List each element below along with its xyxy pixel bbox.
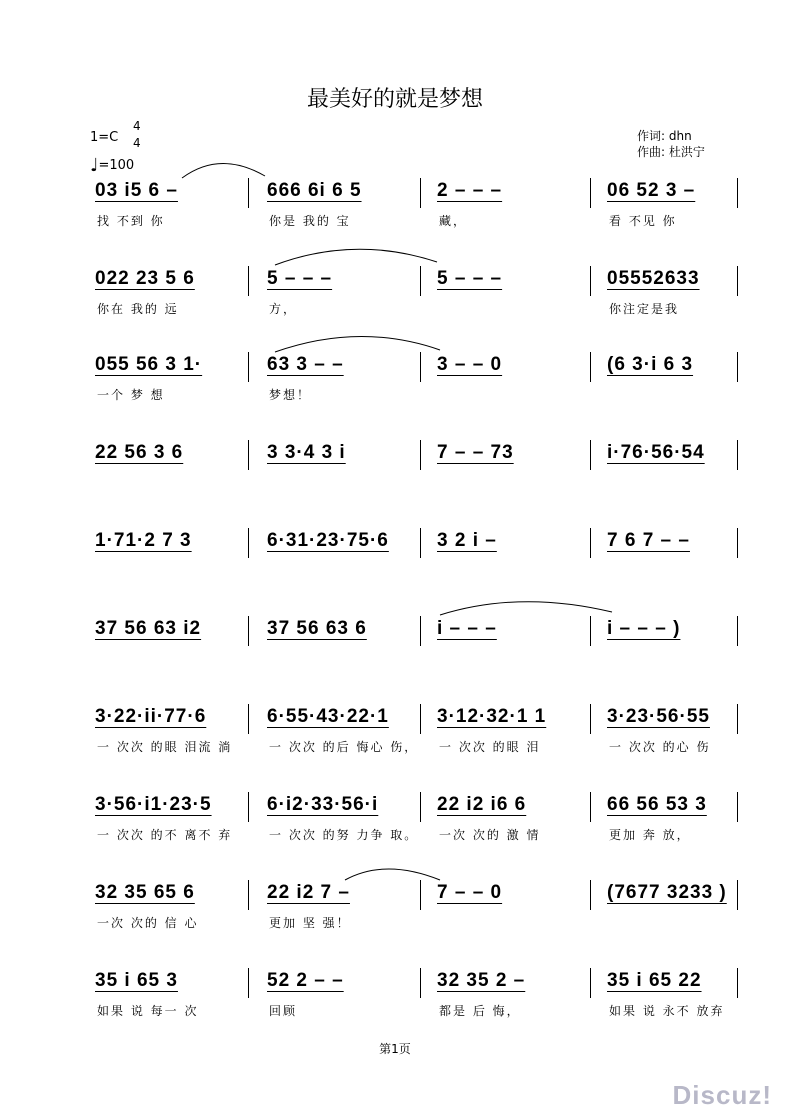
lyric-line: 如果 说 每一 次: [97, 1004, 199, 1018]
slur: [345, 869, 440, 880]
lyric-line: 一 次次 的眼 泪流 淌: [97, 740, 233, 754]
lyric-line: 回顾: [269, 1004, 298, 1018]
lyric-line: 如果 说 永不 放弃: [609, 1004, 725, 1018]
lyric-line: 一 次次 的努 力争 取。: [269, 828, 419, 842]
page-footer: 第1页: [379, 1042, 411, 1056]
discuz-watermark: Discuz!: [672, 1080, 772, 1110]
lyric-line: 你在 我的 远: [97, 302, 179, 316]
measure: 7 – – 0: [437, 882, 503, 903]
lyric-line: 一个 梦 想: [97, 388, 165, 402]
measure: (7677 3233 ): [607, 882, 727, 903]
measure: 05552633: [607, 268, 700, 289]
barline: [420, 178, 421, 208]
measure: 37 56 63 i2: [95, 618, 202, 639]
lyric-line: 看 不见 你: [609, 214, 677, 228]
barline: [248, 704, 249, 734]
measure: 7 – – 73: [437, 442, 514, 463]
measure: 32 35 2 –: [437, 970, 526, 991]
barline: [590, 352, 591, 382]
measure: i – – –: [437, 618, 497, 639]
measure: 06 52 3 –: [607, 180, 696, 201]
score-row: [95, 178, 740, 238]
time-signature-top: 4: [133, 119, 141, 133]
barline: [590, 528, 591, 558]
barline: [420, 616, 421, 646]
measure: 022 23 5 6: [95, 268, 195, 289]
lyric-line: 更加 坚 强！: [269, 916, 351, 930]
composer-credit: 作曲: 杜洪宁: [637, 145, 705, 159]
lyric-line: 一次 次的 激 情: [439, 828, 541, 842]
measure: 5 – – –: [437, 268, 503, 289]
barline: [590, 880, 591, 910]
barline: [590, 968, 591, 998]
barline: [420, 704, 421, 734]
lyricist-credit: 作词: dhn: [637, 129, 692, 143]
barline: [737, 528, 738, 558]
score-row: [95, 352, 740, 412]
barline: [420, 880, 421, 910]
slur: [182, 163, 265, 178]
score-row: [95, 704, 740, 764]
barline: [248, 352, 249, 382]
barline: [737, 440, 738, 470]
lyric-line: 藏，: [439, 214, 468, 228]
barline: [590, 440, 591, 470]
barline: [248, 616, 249, 646]
barline: [737, 792, 738, 822]
barline: [737, 266, 738, 296]
barline: [590, 266, 591, 296]
score-row: [95, 616, 740, 676]
time-signature-bottom: 4: [133, 136, 141, 150]
lyric-line: 更加 奔 放，: [609, 828, 691, 842]
barline: [590, 792, 591, 822]
lyric-line: 你注定是我: [609, 302, 680, 316]
barline: [248, 792, 249, 822]
measure: 3 – – 0: [437, 354, 503, 375]
measure: 22 i2 i6 6: [437, 794, 527, 815]
measure: 37 56 63 6: [267, 618, 367, 639]
lyric-line: 一次 次的 信 心: [97, 916, 199, 930]
barline: [737, 704, 738, 734]
barline: [420, 266, 421, 296]
score-row: [95, 968, 740, 1028]
barline: [420, 352, 421, 382]
measure: 22 i2 7 –: [267, 882, 350, 903]
barline: [420, 968, 421, 998]
tempo-value: =100: [98, 158, 135, 173]
barline: [248, 880, 249, 910]
measure: 666 6i 6 5: [267, 180, 362, 201]
lyric-line: 一 次次 的不 离不 弃: [97, 828, 233, 842]
lyric-line: 都是 后 悔，: [439, 1004, 521, 1018]
measure: 2 – – –: [437, 180, 503, 201]
lyric-line: 梦想！: [269, 388, 312, 402]
barline: [420, 440, 421, 470]
lyric-line: 方，: [269, 302, 298, 316]
measure: 35 i 65 3: [95, 970, 178, 991]
song-title: 最美好的就是梦想: [306, 87, 483, 112]
barline: [590, 178, 591, 208]
measure: 3 2 i –: [437, 530, 497, 551]
measure: (6 3·i 6 3: [607, 354, 694, 375]
barline: [737, 616, 738, 646]
measure: 6·55·43·22·1: [267, 706, 389, 727]
barline: [590, 704, 591, 734]
key-signature: 1=C: [90, 130, 119, 145]
measure: i – – – ): [607, 618, 681, 639]
barline: [248, 178, 249, 208]
slur: [440, 602, 612, 615]
score-row: [95, 792, 740, 852]
measure: 3·12·32·1 1: [437, 706, 547, 727]
measure: 5 – – –: [267, 268, 333, 289]
barline: [590, 616, 591, 646]
barline: [248, 440, 249, 470]
score-row: [95, 880, 740, 940]
measure: 3·22·ii·77·6: [95, 706, 207, 727]
barline: [737, 968, 738, 998]
quarter-note-icon: ♩: [90, 155, 99, 176]
measure: 03 i5 6 –: [95, 180, 178, 201]
barline: [248, 266, 249, 296]
barline: [248, 528, 249, 558]
measure: 35 i 65 22: [607, 970, 702, 991]
measure: 3 3·4 3 i: [267, 442, 346, 463]
tempo-marking: [90, 155, 134, 176]
lyric-line: 你是 我的 宝: [269, 214, 351, 228]
barline: [420, 792, 421, 822]
lyric-line: 找 不到 你: [97, 214, 165, 228]
score-row: [95, 440, 740, 500]
lyric-line: 一 次次 的眼 泪: [439, 740, 541, 754]
measure: 6·i2·33·56·i: [267, 794, 379, 815]
slur: [275, 249, 437, 265]
barline: [737, 352, 738, 382]
measure: 6·31·23·75·6: [267, 530, 389, 551]
measure: 1·71·2 7 3: [95, 530, 192, 551]
barline: [737, 178, 738, 208]
measure: 7 6 7 – –: [607, 530, 690, 551]
time-signature: [133, 118, 141, 152]
slur: [275, 336, 440, 352]
measure: i·76·56·54: [607, 442, 705, 463]
barline: [737, 880, 738, 910]
measure: 3·23·56·55: [607, 706, 710, 727]
score-row: [95, 528, 740, 588]
measure: 66 56 53 3: [607, 794, 707, 815]
measure: 055 56 3 1·: [95, 354, 203, 375]
measure: 52 2 – –: [267, 970, 344, 991]
lyric-line: 一 次次 的后 悔心 伤，: [269, 740, 419, 754]
measure: 3·56·i1·23·5: [95, 794, 212, 815]
score-row: [95, 266, 740, 326]
measure: 63 3 – –: [267, 354, 344, 375]
barline: [248, 968, 249, 998]
credits: [637, 128, 705, 160]
measure: 22 56 3 6: [95, 442, 184, 463]
barline: [420, 528, 421, 558]
measure: 32 35 65 6: [95, 882, 195, 903]
lyric-line: 一 次次 的心 伤: [609, 740, 711, 754]
